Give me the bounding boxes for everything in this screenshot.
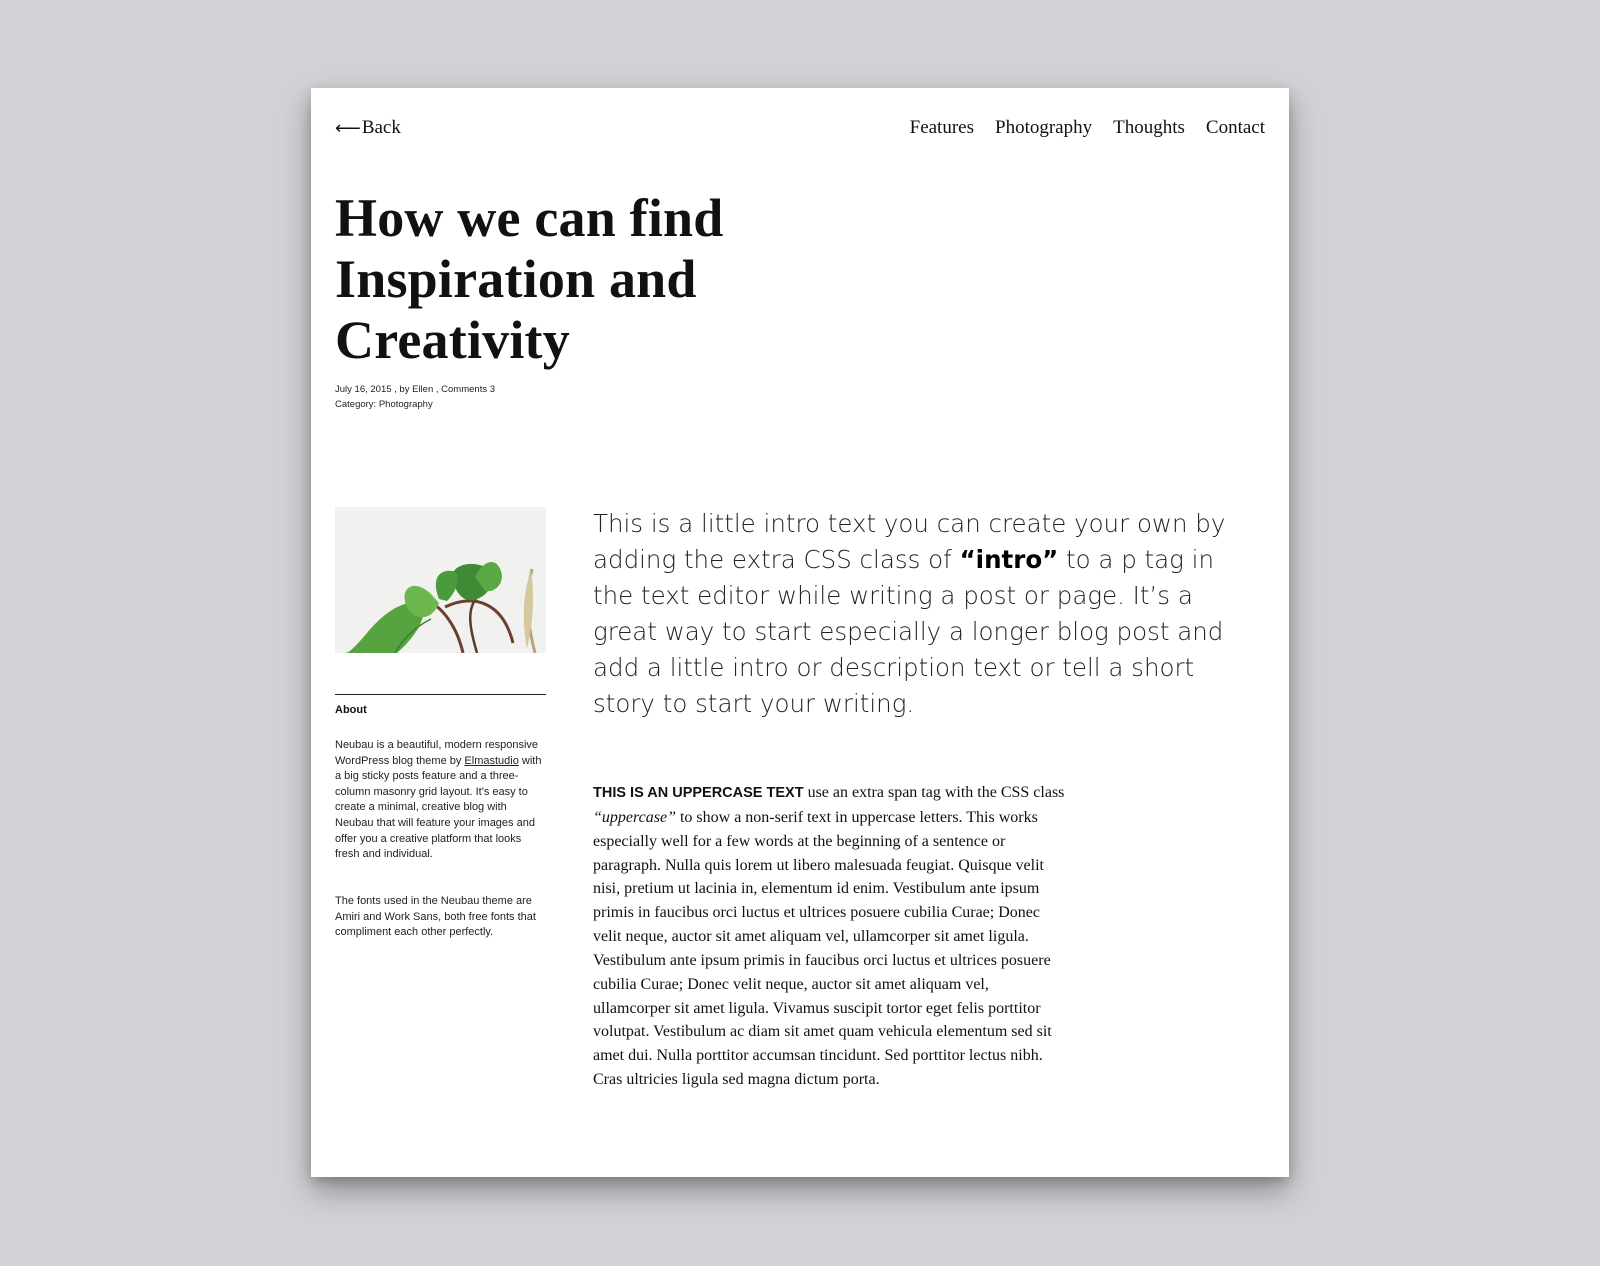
post-category[interactable]: Photography (378, 399, 433, 410)
about-heading: About (335, 704, 367, 716)
post-thumbnail (335, 507, 546, 653)
elmastudio-link[interactable]: Elmastudio (464, 754, 519, 767)
nav-item-contact[interactable]: Contact (1205, 117, 1265, 138)
intro-text-end: to a p tag in the text editor while writing a post or page. It’s a great way to start especially a longer blog post and add a little intro or description text or tell a short story to start your writing. (593, 545, 1224, 718)
post-title: How we can find Inspiration and Creativity (335, 188, 724, 370)
fonts-text: The fonts used in the Neubau theme are Amiri and Work Sans, both free fonts that compliment each other perfectly. (335, 895, 536, 939)
nav-item-thoughts[interactable]: Thoughts (1113, 117, 1185, 138)
intro-text-start: This is a little intro text you can create your own by adding the extra CSS class of (593, 509, 1226, 574)
body-text-start: use an extra span tag with the CSS class (803, 784, 1065, 801)
intro-paragraph (593, 506, 1233, 722)
about-text (335, 738, 546, 863)
post-comments[interactable]: , Comments 3 (435, 384, 496, 395)
plant-leaf-image (335, 507, 546, 653)
post-author[interactable]: Ellen (412, 384, 434, 395)
blog-post-page (311, 88, 1289, 1177)
sidebar-divider (335, 694, 546, 695)
about-text-start: Neubau is a beautiful, modern responsive WordPress blog theme by (335, 739, 539, 767)
uppercase-lead: THIS IS AN UPPERCASE TEXT (593, 785, 804, 801)
intro-keyword: “intro” (959, 545, 1059, 574)
left-arrow-icon: ⟵ (335, 117, 361, 138)
post-author-prefix: , by (394, 384, 410, 395)
post-category-prefix: Category: (335, 399, 377, 410)
body-text-rest: to show a non-serif text in uppercase letters. This works especially well for a few words at the beginning of a sentence or paragraph. Nulla quis lorem ut libero malesuada feugiat. Quisque velit nisi, pretium ut lacinia in, elementum id enim. Vestibulum ante ipsum primis in faucibus orci luctus et ultrices posuere cubilia Curae; Donec velit neque, auctor sit amet aliquam vel, ullamcorper sit amet ligula. Vestibulum ante ipsum primis in faucibus orci luctus et ultrices posuere cubilia Curae; Donec velit neque, auctor sit amet aliquam vel, ullamcorper sit amet ligula. Vivamus suscipit tortor eget felis porttitor volutpat. Vestibulum ac diam sit amet quam vehicula elementum sed sit amet dui. Nulla porttitor accumsan tincidunt. Sed porttitor lectus nibh. Cras ultricies ligula sed magna dictum porta. (593, 808, 1052, 1089)
about-text-end: with a big sticky posts feature and a three-column masonry grid layout. It's easy to create a minimal, creative blog with Neubau that will feature your images and offer you a creative platform that looks fresh and individual. (335, 754, 542, 861)
nav-item-features[interactable]: Features (909, 117, 974, 138)
post-category-line (335, 397, 495, 412)
nav-item-photography[interactable]: Photography (995, 117, 1093, 138)
post-date[interactable]: July 16, 2015 (335, 384, 392, 395)
post-meta-line (335, 382, 495, 397)
back-label: Back (361, 117, 401, 138)
body-paragraph (593, 781, 1069, 1092)
main-nav (910, 117, 1265, 139)
post-meta (335, 382, 495, 412)
body-italic-class: “uppercase” (593, 808, 676, 826)
back-link[interactable] (335, 117, 401, 139)
